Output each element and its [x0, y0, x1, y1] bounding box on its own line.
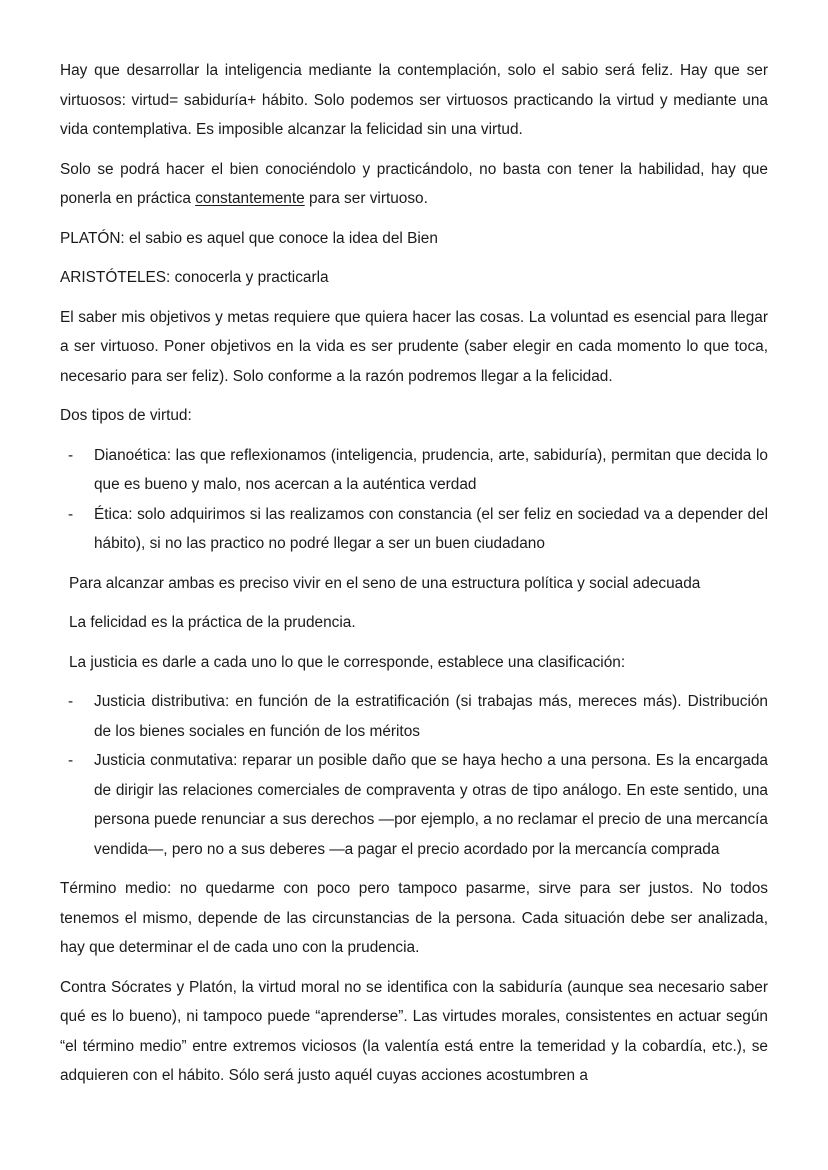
- list-item: [60, 441, 768, 500]
- list-item-text: Justicia conmutativa: reparar un posible daño que se haya hecho a una persona. Es la encargada de dirigir las relaciones comerciales de compraventa y otras de tipo análogo. En este sentido, una persona puede renunciar a sus derechos —por ejemplo, a no reclamar el precio de una mercancía vendida—, pero no a sus deberes —a pagar el precio acordado por la mercancía comprada: [94, 752, 768, 858]
- paragraph-middle-term: Término medio: no quedarme con poco pero tampoco pasarme, sirve para ser justos. No todos tenemos el mismo, depende de las circunstancias de la persona. Cada situación debe ser analizada, hay que determinar el de cada uno con la prudencia.: [60, 880, 768, 956]
- list-item-text: Dianoética: las que reflexionamos (inteligencia, prudencia, arte, sabiduría), permitan que decida lo que es bueno y malo, nos acercan a la auténtica verdad: [94, 446, 768, 493]
- paragraph-political-structure: Para alcanzar ambas es preciso vivir en el seno de una estructura política y social adecuada: [69, 574, 701, 592]
- justice-types-list: [60, 687, 768, 864]
- paragraph-happiness: La felicidad es la práctica de la prudencia.: [69, 614, 356, 631]
- list-bullet: -: [68, 505, 74, 523]
- paragraph-practice-start: Solo se podrá hacer el bien conociéndolo y practicándolo, no basta con tener la habilidad, hay que ponerla en práctica: [60, 160, 768, 207]
- paragraph-will: El saber mis objetivos y metas requiere que quiera hacer las cosas. La voluntad es esencial para llegar a ser virtuoso. Poner objetivos en la vida es ser prudente (saber elegir en cada momento lo que toca, necesario para ser feliz). Solo conforme a la razón podremos llegar a la felicidad.: [60, 308, 768, 385]
- list-bullet: -: [68, 446, 74, 464]
- paragraph-moral-virtue: Contra Sócrates y Platón, la virtud moral no se identifica con la sabiduría (aunque sea necesario saber qué es lo bueno), ni tampoco puede “aprenderse”. Las virtudes morales, consistentes en actuar según “el término medio” entre extremos viciosos (la valentía está entre la temeridad y la cobardía, etc.), se adquieren con el hábito. Sólo será justo aquél cuyas acciones acostumbren a: [60, 978, 768, 1084]
- paragraph-practice: [60, 155, 768, 214]
- paragraph-justice-heading: La justicia es darle a cada uno lo que le corresponde, establece una clasificación:: [69, 653, 626, 671]
- underlined-word: constantemente: [195, 190, 305, 207]
- paragraph-virtue-types-heading: Dos tipos de virtud:: [60, 407, 192, 424]
- paragraph-platon: PLATÓN: el sabio es aquel que conoce la idea del Bien: [60, 229, 438, 247]
- paragraph-practice-end: para ser virtuoso.: [304, 190, 428, 207]
- list-item: [60, 500, 768, 559]
- list-item: [60, 687, 768, 746]
- paragraph-aristoteles: ARISTÓTELES: conocerla y practicarla: [60, 269, 329, 286]
- list-item-text: Ética: solo adquirimos si las realizamos con constancia (el ser feliz en sociedad va a depender del hábito), si no las practico no podré llegar a ser un buen ciudadano: [94, 505, 768, 552]
- list-item: [60, 746, 768, 864]
- virtue-types-list: [60, 441, 768, 559]
- list-bullet: -: [68, 752, 74, 769]
- document-page: [60, 56, 768, 1101]
- paragraph-contemplation: Hay que desarrollar la inteligencia mediante la contemplación, solo el sabio será feliz. Hay que ser virtuosos: virtud= sabiduría+ hábito. Solo podemos ser virtuosos practicando la virtud y mediante una vida contemplativa. Es imposible alcanzar la felicidad sin una virtud.: [60, 62, 768, 138]
- list-bullet: -: [68, 693, 74, 710]
- list-item-text: Justicia distributiva: en función de la estratificación (si trabajas más, mereces más). Distribución de los bienes sociales en función de los méritos: [94, 693, 768, 740]
